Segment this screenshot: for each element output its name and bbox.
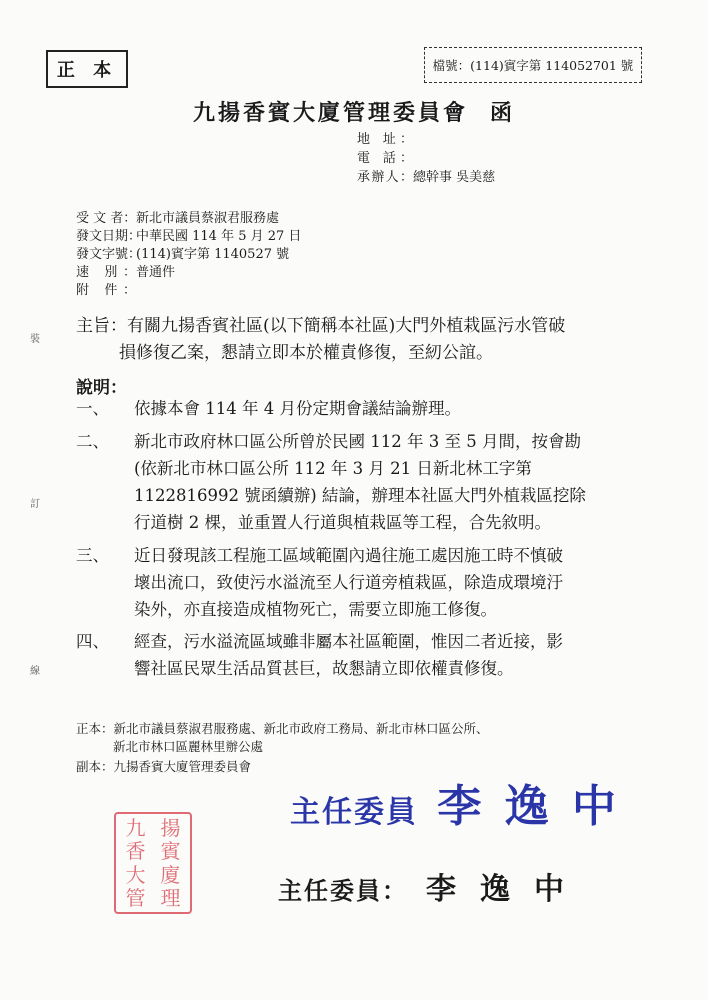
seal-char: 理 — [160, 886, 181, 911]
cc-label: 副本： — [76, 759, 114, 774]
docno-value: (114)賓字第 1140527 號 — [136, 247, 290, 262]
address-line — [357, 128, 413, 147]
chairman-title: 主任委員： — [278, 876, 408, 905]
chairman-name: 李逸中 — [426, 872, 588, 907]
item-number: 一、 — [76, 399, 109, 418]
binding-mark: 線 — [30, 666, 40, 677]
explanation-item — [76, 542, 680, 623]
subject-line-2: 損修復乙案，懇請立即本於權責修復，至紉公誼。 — [119, 343, 493, 363]
main-recipients-label: 正本： — [76, 721, 114, 736]
seal-char: 管 — [125, 886, 146, 911]
main-recipients-line — [76, 719, 489, 737]
subject-line-1: 有關九揚香賓社區(以下簡稱本社區)大門外植栽區污水管破 — [127, 316, 566, 336]
stamp-name: 李 逸 中 — [437, 781, 620, 832]
organization-seal — [114, 812, 192, 914]
seal-char: 揚 — [160, 815, 181, 840]
handler-label: 承辦人： — [357, 170, 413, 185]
recipient-label: 受 文 者： — [76, 211, 137, 226]
document-title — [0, 96, 708, 127]
signature-stamp — [290, 770, 620, 834]
address-label: 地 址： — [357, 132, 413, 147]
speed-label: 速 別： — [76, 265, 136, 280]
subject-label: 主旨： — [76, 316, 127, 336]
archive-number: 檔號：(114)賓字第 114052701 號 — [424, 47, 642, 83]
handler-value: 總幹事 吳美慈 — [413, 170, 496, 185]
docno-label: 發文字號： — [76, 247, 142, 262]
date-label: 發文日期： — [76, 229, 142, 244]
binding-mark: 訂 — [30, 499, 40, 510]
cc-value: 九揚香賓大廈管理委員會 — [113, 759, 252, 774]
item-text: 依據本會 114 年 4 月份定期會議結論辦理。 — [134, 399, 461, 418]
explanation-item — [76, 395, 680, 422]
attachment-line — [76, 279, 136, 298]
seal-char: 大 — [125, 862, 146, 887]
binding-mark: 裝 — [30, 334, 40, 345]
recipient-value: 新北市議員蔡淑君服務處 — [136, 211, 280, 226]
date-line — [76, 225, 301, 244]
speed-line — [76, 261, 175, 280]
seal-char: 香 — [125, 839, 146, 864]
item-text: 近日發現該工程施工區域範圍內過往施工處因施工時不慎破 壞出流口，致使污水溢流至人行道旁植栽區，除造成環境汙 染外，亦直接造成植物死亡，需要立即施工修復。 — [134, 546, 563, 619]
main-recipients-value: 新北市議員蔡淑君服務處、新北市政府工務局、新北市林口區公所、 — [113, 721, 489, 736]
item-text: 經查，污水溢流區域雖非屬本社區範圍，惟因二者近接，影 響社區民眾生活品質甚巨，故懇請立即依權責修復。 — [134, 632, 563, 678]
date-value: 中華民國 114 年 5 月 27 日 — [136, 229, 302, 244]
organization-name: 九揚香賓大廈管理委員會 — [192, 100, 468, 126]
phone-label: 電 話： — [357, 151, 413, 166]
attachment-label: 附 件： — [76, 283, 136, 298]
seal-char: 廈 — [160, 862, 181, 887]
document-type: 函 — [490, 100, 516, 126]
item-number: 四、 — [76, 632, 109, 651]
chairman-signature-line — [278, 864, 588, 908]
cc-line — [76, 757, 251, 775]
speed-value: 普通件 — [136, 265, 176, 280]
stamp-title: 主任委員 — [290, 795, 418, 830]
item-text: 新北市政府林口區公所曾於民國 112 年 3 至 5 月間，按會勘 (依新北市林口區公所 112 年 3 月 21 日新北林工字第 1122816992 號函續辦) 結論，辦理本社區大門外植栽區挖除 行道樹 2 棵，並重置人行道與植栽區等工程，合先敘明。 — [134, 432, 586, 532]
docno-line — [76, 243, 289, 262]
seal-char: 賓 — [160, 839, 181, 864]
item-number: 三、 — [76, 546, 109, 565]
subject — [76, 313, 636, 367]
explanation-item — [76, 628, 680, 682]
main-recipients-line-2: 新北市林口區麗林里辦公處 — [113, 739, 264, 754]
phone-line — [357, 147, 413, 166]
handler-line — [357, 166, 495, 185]
recipient-line — [76, 207, 279, 226]
item-number: 二、 — [76, 432, 109, 451]
seal-char: 九 — [125, 815, 146, 840]
explanation-title: 說明： — [76, 378, 127, 398]
explanation-item — [76, 428, 680, 536]
original-copy-label: 正 本 — [46, 50, 128, 88]
